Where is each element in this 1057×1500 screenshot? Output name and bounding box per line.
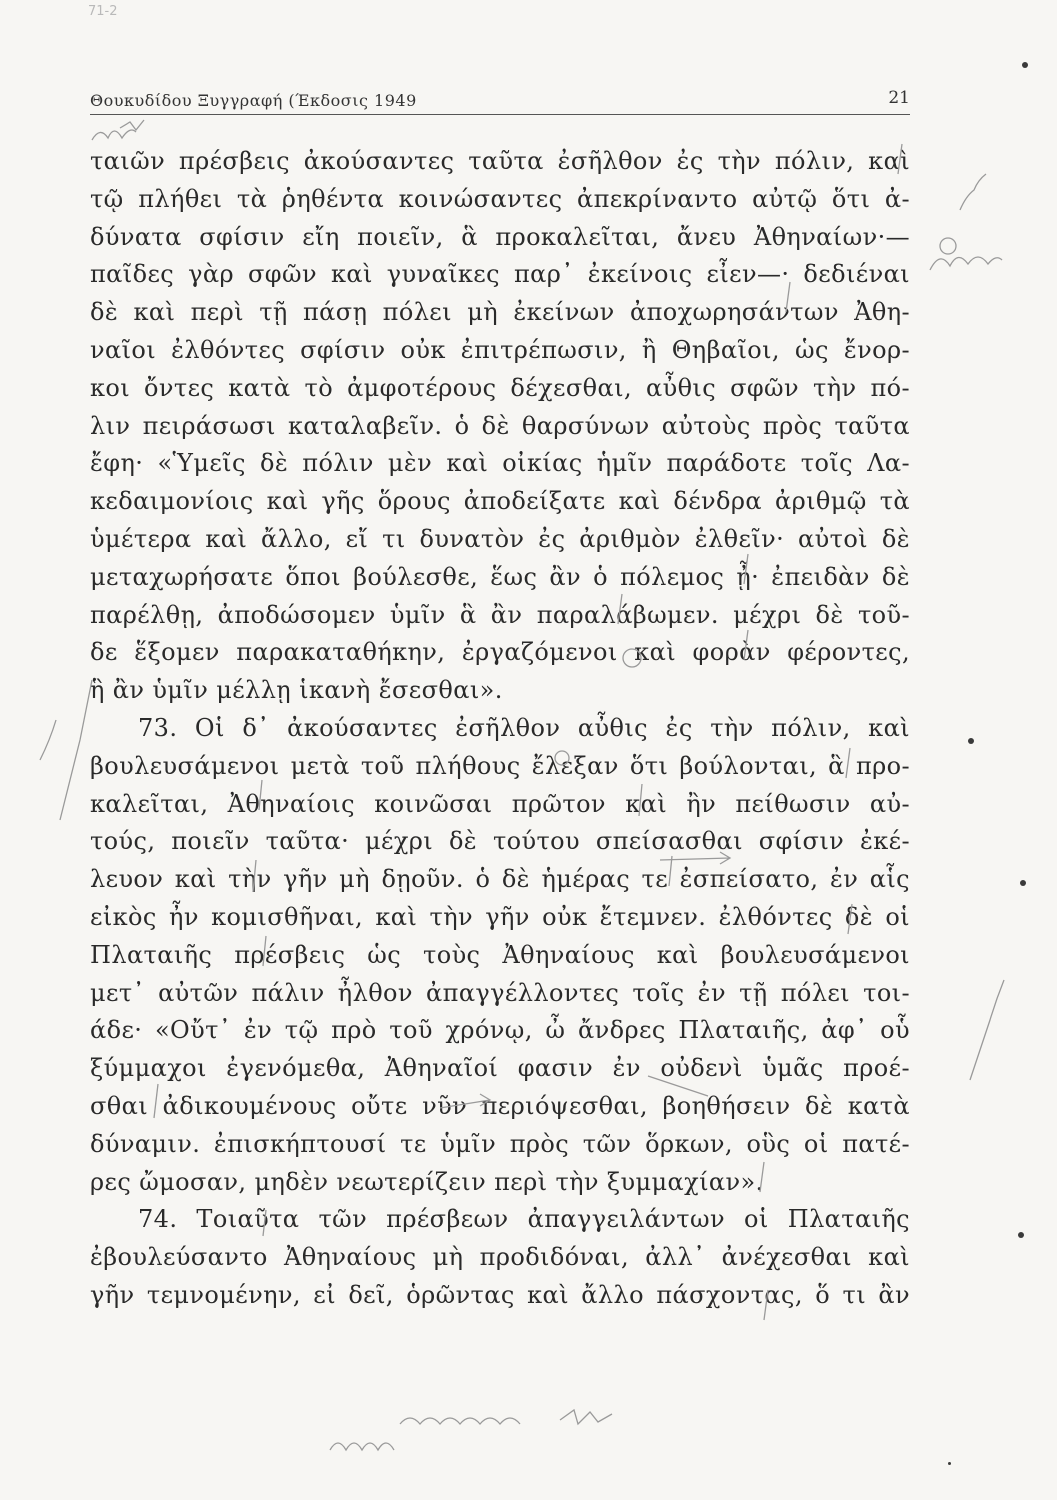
text-line: κεδαιμονίοις καὶ γῆς ὅρους ἀποδείξατε καὶ δένδρα ἀριθμῷ τὰ [90, 487, 910, 516]
ink-dot [1018, 1232, 1024, 1238]
greek-text-body [90, 143, 910, 1315]
ink-dot [948, 1462, 951, 1465]
text-line: ξύμμαχοι ἐγενόμεθα, Ἀθηναῖοί φασιν ἐν οὐδενὶ ὑμᾶς προέ- [90, 1054, 910, 1083]
text-line: άδε· «Οὔτ᾽ ἐν τῷ πρὸ τοῦ χρόνῳ, ὦ ἄνδρες Πλαταιῆς, ἀφ᾽ οὗ [90, 1016, 910, 1045]
page-number: 21 [888, 88, 910, 108]
text-line: Πλαταιῆς πρέσβεις ὡς τοὺς Ἀθηναίους καὶ βουλευσάμενοι [90, 940, 910, 969]
text-line: σθαι ἀδικουμένους οὔτε νῦν περιόψεσθαι, βοηθήσειν δὲ κατὰ [90, 1091, 910, 1120]
ink-dot [1022, 62, 1028, 68]
text-line: ταιῶν πρέσβεις ἀκούσαντες ταῦτα ἐσῆλθον ἐς τὴν πόλιν, καὶ [90, 147, 910, 175]
text-line: βουλευσάμενοι μετὰ τοῦ πλήθους ἔλεξαν ὅτι βούλονται, ἃ προ- [90, 751, 910, 780]
text-line: ἔφη· «Ὑμεῖς δὲ πόλιν μὲν καὶ οἰκίας ἡμῖν παράδοτε τοῖς Λα- [90, 449, 910, 478]
text-line: δύνατα σφίσιν εἴη ποιεῖν, ἃ προκαλεῖται, ἄνευ Ἀθηναίων·— [90, 222, 910, 251]
ink-dot [968, 738, 974, 744]
text-line: ἣ ἂν ὑμῖν μέλλῃ ἱκανὴ ἔσεσθαι». [90, 676, 503, 705]
text-line: μετ᾽ αὐτῶν πάλιν ἦλθον ἀπαγγέλλοντες τοῖς ἐν τῇ πόλει τοι- [90, 978, 910, 1007]
text-line: μεταχωρήσατε ὅποι βούλεσθε, ἕως ἂν ὁ πόλεμος ᾖ· ἐπειδὰν δὲ [90, 562, 910, 591]
text-line: παῖδες γὰρ σφῶν καὶ γυναῖκες παρ᾽ ἐκείνοις εἶεν—· δεδιέναι [90, 260, 910, 289]
header-title: Θουκυδίδου Ξυγγραφή (Έκδοσις 1949 [90, 91, 417, 110]
running-header [90, 82, 910, 115]
section-74-start: 74. Τοιαῦτα τῶν πρέσβεων ἀπαγγειλάντων οἱ Πλαταιῆς [138, 1205, 910, 1234]
text-line: τούς, ποιεῖν ταῦτα· μέχρι δὲ τούτου σπείσασθαι σφίσιν ἐκέ- [90, 827, 910, 856]
text-line: ρες ὤμοσαν, μηδὲν νεωτερίζειν περὶ τὴν ξυμμαχίαν». [90, 1167, 764, 1196]
text-line: καλεῖται, Ἀθηναίοις κοινῶσαι πρῶτον καὶ ἢν πείθωσιν αὐ- [90, 789, 910, 818]
text-line: γῆν τεμνομένην, εἰ δεῖ, ὁρῶντας καὶ ἄλλο πάσχοντας, ὅ τι ἂν [90, 1280, 910, 1309]
text-line: δὲ καὶ περὶ τῇ πάσῃ πόλει μὴ ἐκείνων ἀποχωρησάντων Ἀθη- [90, 298, 910, 327]
ink-dot [1020, 880, 1026, 886]
text-line: εἰκὸς ἦν κομισθῆναι, καὶ τὴν γῆν οὐκ ἔτεμνεν. ἐλθόντες δὲ οἱ [90, 902, 910, 931]
text-line: κοι ὄντες κατὰ τὸ ἀμφοτέρους δέχεσθαι, αὖθις σφῶν τὴν πό- [90, 373, 910, 402]
text-line: ἐβουλεύσαντο Ἀθηναίους μὴ προδιδόναι, ἀλλ᾽ ἀνέχεσθαι καὶ [90, 1243, 910, 1272]
text-line: δύναμιν. ἐπισκήπτουσί τε ὑμῖν πρὸς τῶν ὅρκων, οὓς οἱ πατέ- [90, 1129, 910, 1158]
text-line: ὑμέτερα καὶ ἄλλο, εἴ τι δυνατὸν ἐς ἀριθμὸν ἐλθεῖν· αὐτοὶ δὲ [90, 524, 910, 553]
text-line: ναῖοι ἐλθόντες σφίσιν οὐκ ἐπιτρέπωσιν, ἢ Θηβαῖοι, ὡς ἔνορ- [90, 335, 910, 364]
text-line: λευον καὶ τὴν γῆν μὴ δῃοῦν. ὁ δὲ ἡμέρας τε ἐσπείσατο, ἐν αἷς [90, 865, 910, 894]
text-line: δε ἕξομεν παρακαταθήκην, ἐργαζόμενοι καὶ φορὰν φέροντες, [90, 638, 910, 667]
corner-pencil-note: 71-2 [88, 4, 118, 19]
text-line: παρέλθῃ, ἀποδώσομεν ὑμῖν ἃ ἂν παραλάβωμεν. μέχρι δὲ τοῦ- [90, 600, 910, 629]
section-73-start: 73. Οἱ δ᾽ ἀκούσαντες ἐσῆλθον αὖθις ἐς τὴν πόλιν, καὶ [138, 713, 910, 742]
text-line: τῷ πλήθει τὰ ῥηθέντα κοινώσαντες ἀπεκρίναντο αὐτῷ ὅτι ἀ- [90, 184, 910, 213]
text-line: λιν πειράσωσι καταλαβεῖν. ὁ δὲ θαρσύνων αὐτοὺς πρὸς ταῦτα [90, 411, 910, 440]
